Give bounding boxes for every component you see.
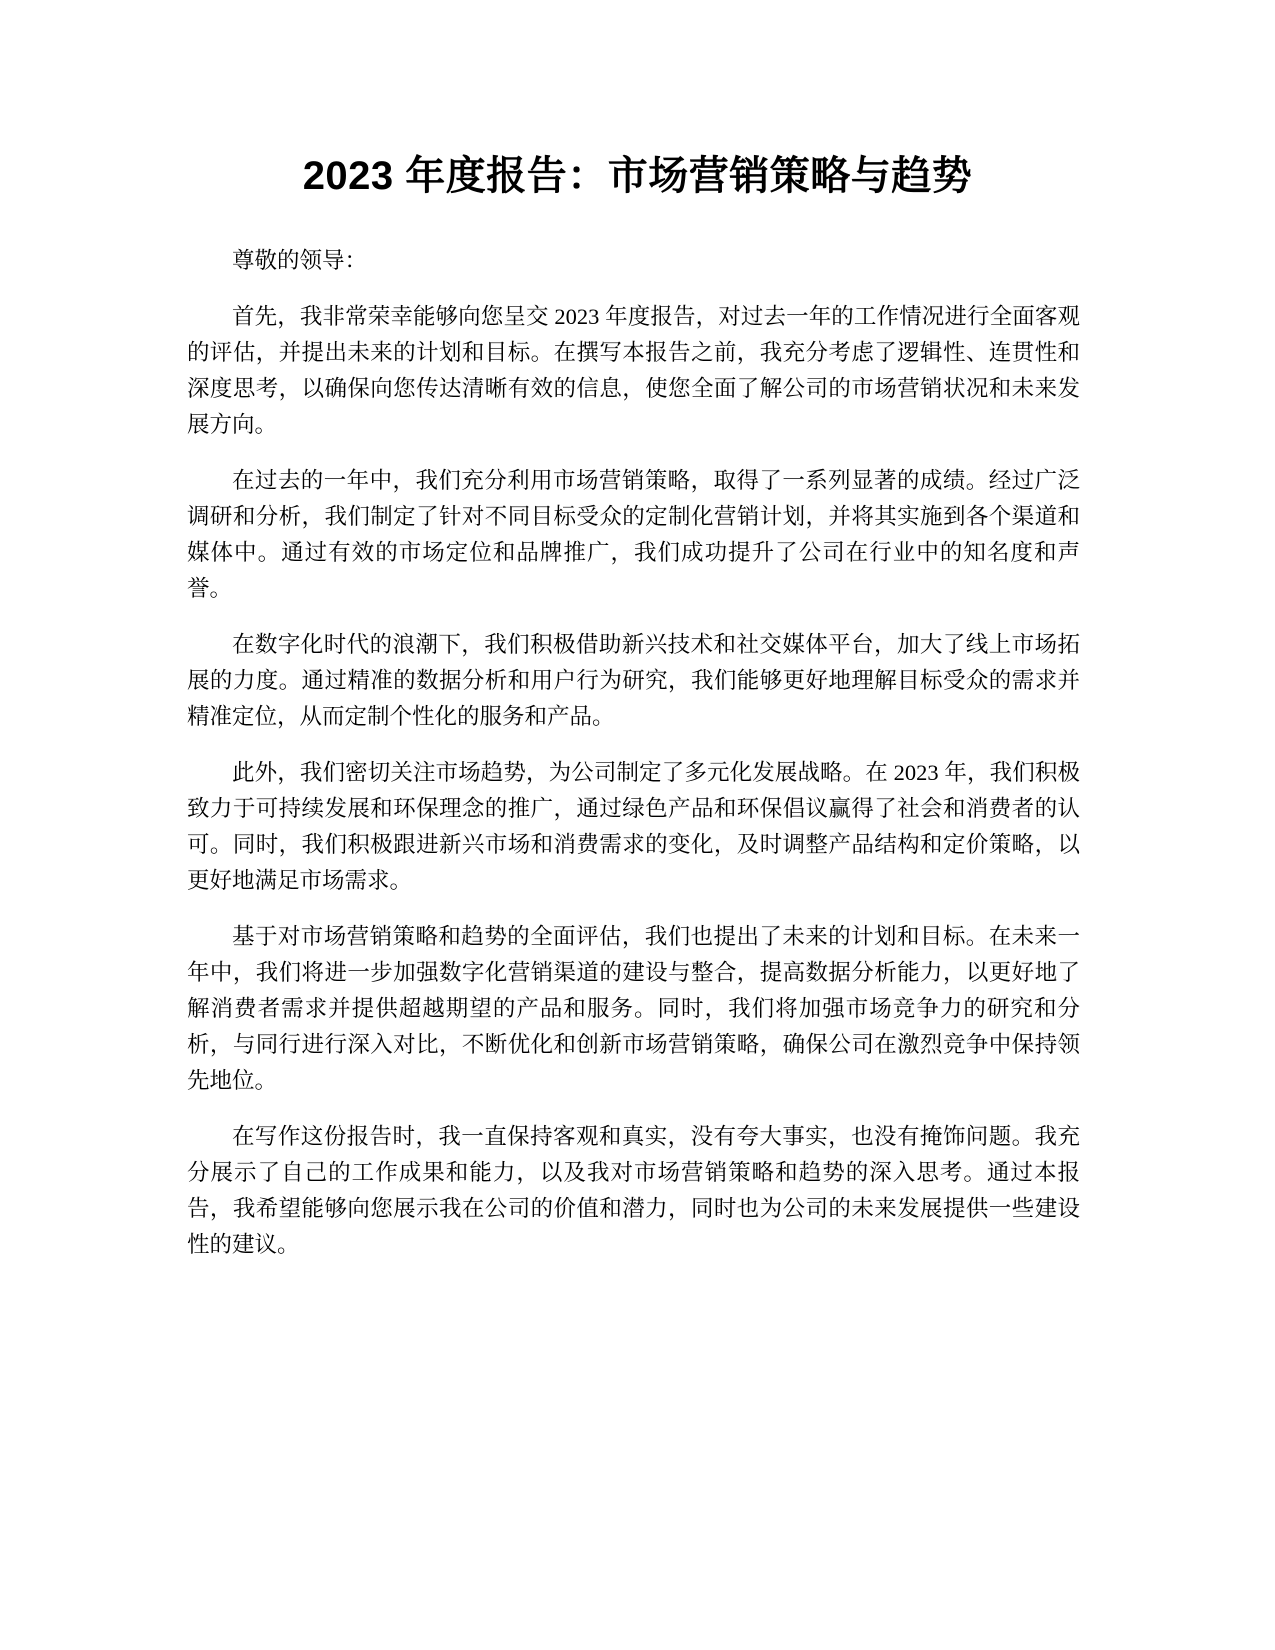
paragraph-intro: 首先，我非常荣幸能够向您呈交 2023 年度报告，对过去一年的工作情况进行全面客观的评估，并提出未来的计划和目标。在撰写本报告之前，我充分考虑了逻辑性、连贯性和深度思考，以确保向您传达清晰有效的信息，使您全面了解公司的市场营销状况和未来发展方向。 (187, 304, 1080, 437)
document-body (187, 243, 1080, 1283)
paragraph-digital: 在数字化时代的浪潮下，我们积极借助新兴技术和社交媒体平台，加大了线上市场拓展的力度。通过精准的数据分析和用户行为研究，我们能够更好地理解目标受众的需求并精准定位，从而定制个性化的服务和产品。 (187, 632, 1080, 729)
paragraph-trends: 此外，我们密切关注市场趋势，为公司制定了多元化发展战略。在 2023 年，我们积极致力于可持续发展和环保理念的推广，通过绿色产品和环保倡议赢得了社会和消费者的认可。同时，我们积极跟进新兴市场和消费需求的变化，及时调整产品结构和定价策略，以更好地满足市场需求。 (187, 760, 1080, 893)
paragraph-future-plans: 基于对市场营销策略和趋势的全面评估，我们也提出了未来的计划和目标。在未来一年中，我们将进一步加强数字化营销渠道的建设与整合，提高数据分析能力，以更好地了解消费者需求并提供超越期望的产品和服务。同时，我们将加强市场竞争力的研究和分析，与同行进行深入对比，不断优化和创新市场营销策略，确保公司在激烈竞争中保持领先地位。 (187, 924, 1080, 1093)
document-title: 2023 年度报告：市场营销策略与趋势 (302, 154, 973, 198)
paragraph-conclusion: 在写作这份报告时，我一直保持客观和真实，没有夸大事实，也没有掩饰问题。我充分展示了自己的工作成果和能力，以及我对市场营销策略和趋势的深入思考。通过本报告，我希望能够向您展示我在公司的价值和潜力，同时也为公司的未来发展提供一些建设性的建议。 (187, 1124, 1080, 1257)
salutation: 尊敬的领导： (232, 248, 368, 273)
paragraph-achievements: 在过去的一年中，我们充分利用市场营销策略，取得了一系列显著的成绩。经过广泛调研和分析，我们制定了针对不同目标受众的定制化营销计划，并将其实施到各个渠道和媒体中。通过有效的市场定位和品牌推广，我们成功提升了公司在行业中的知名度和声誉。 (187, 468, 1080, 601)
